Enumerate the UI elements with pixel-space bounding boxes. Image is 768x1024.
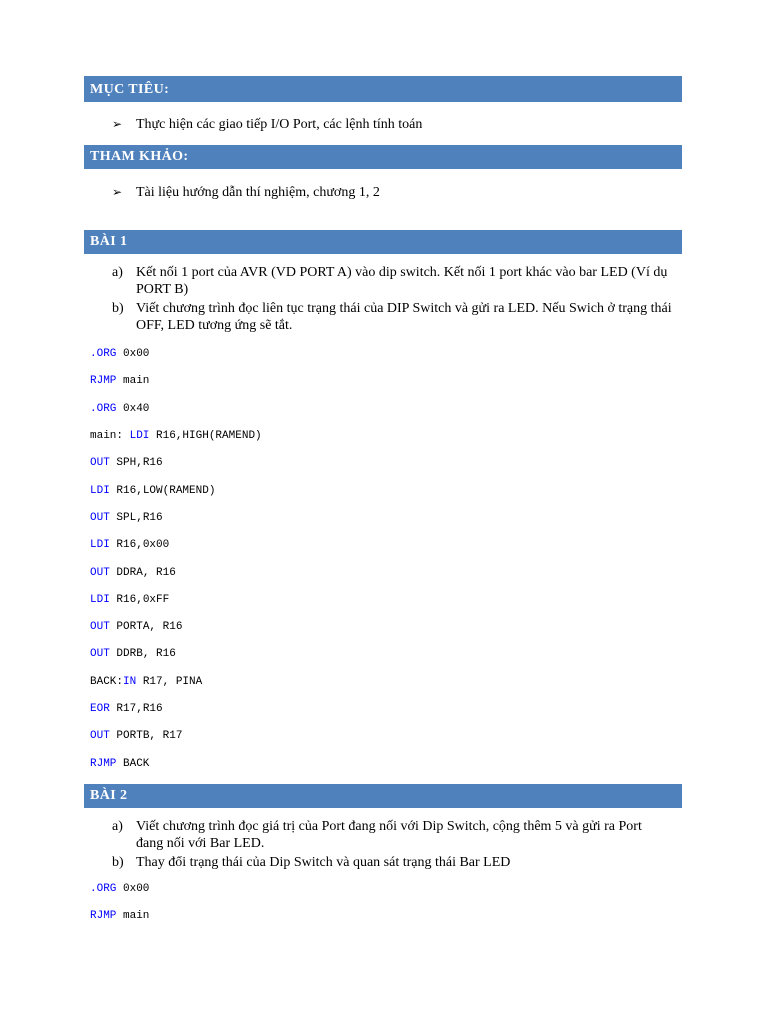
arrow-bullet-icon: ➢: [112, 185, 123, 199]
code-line: OUT SPL,R16: [90, 512, 163, 524]
code-keyword: EOR: [90, 703, 110, 715]
bullet-text: Thực hiện các giao tiếp I/O Port, các lệnh tính toán: [136, 117, 423, 132]
code-line: OUT DDRB, R16: [90, 648, 176, 660]
code-keyword: LDI: [129, 430, 150, 442]
code-line: BACK:IN R17, PINA: [90, 676, 203, 688]
list-item: [112, 300, 672, 334]
code-line: OUT PORTA, R16: [90, 621, 183, 633]
code-line: .ORG 0x40: [90, 403, 150, 415]
code-line: LDI R16,0x00: [90, 539, 170, 551]
bullet-text: Tài liệu hướng dẫn thí nghiệm, chương 1, 2: [136, 185, 380, 200]
item-label: b): [112, 301, 124, 316]
code-keyword: LDI: [90, 485, 110, 497]
code-line: OUT DDRA, R16: [90, 567, 176, 579]
code-keyword: RJMP: [90, 758, 117, 770]
code-line: .ORG 0x00: [90, 883, 150, 895]
item-label: a): [112, 265, 123, 280]
item-text: Viết chương trình đọc giá trị của Port đang nối với Dip Switch, cộng thêm 5 và gửi ra Port đang nối với Bar LED.: [136, 819, 642, 851]
list-item: [112, 818, 672, 852]
item-text: Thay đổi trạng thái của Dip Switch và quan sát trạng thái Bar LED: [136, 855, 511, 870]
section-header-bai-1: BÀI 1: [84, 230, 682, 254]
code-keyword: LDI: [90, 594, 110, 606]
code-line: RJMP BACK: [90, 758, 150, 770]
item-label: b): [112, 855, 124, 870]
code-keyword: .ORG: [90, 348, 117, 360]
code-line: main: LDI R16,HIGH(RAMEND): [90, 430, 262, 442]
item-text: Viết chương trình đọc liên tục trạng thái của DIP Switch và gửi ra LED. Nếu Swich ở trạng thái OFF, LED tương ứng sẽ tắt.: [136, 301, 672, 333]
code-keyword: OUT: [90, 567, 110, 579]
code-keyword: LDI: [90, 539, 110, 551]
item-text: Kết nối 1 port của AVR (VD PORT A) vào dip switch. Kết nối 1 port khác vào bar LED (Ví dụ PORT B): [136, 265, 668, 297]
code-keyword: OUT: [90, 648, 110, 660]
code-keyword: OUT: [90, 512, 110, 524]
code-line: RJMP main: [90, 375, 150, 387]
code-keyword: OUT: [90, 730, 110, 742]
code-line: .ORG 0x00: [90, 348, 150, 360]
section-header-bai-2: BÀI 2: [84, 784, 682, 808]
code-keyword: IN: [123, 676, 137, 688]
code-keyword: OUT: [90, 621, 110, 633]
list-item: [112, 264, 672, 298]
section-header-muc-tieu: MỤC TIÊU:: [84, 78, 682, 102]
code-line: LDI R16,LOW(RAMEND): [90, 485, 216, 497]
code-line: OUT PORTB, R17: [90, 730, 183, 742]
code-keyword: RJMP: [90, 910, 117, 922]
item-label: a): [112, 819, 123, 834]
code-line: OUT SPH,R16: [90, 457, 163, 469]
list-item: [112, 854, 672, 871]
section-header-tham-khao: THAM KHẢO:: [84, 145, 682, 169]
code-keyword: RJMP: [90, 375, 117, 387]
code-keyword: OUT: [90, 457, 110, 469]
code-keyword: .ORG: [90, 403, 117, 415]
arrow-bullet-icon: ➢: [112, 117, 123, 131]
code-keyword: .ORG: [90, 883, 117, 895]
code-line: RJMP main: [90, 910, 150, 922]
bullet-item: [112, 184, 380, 201]
code-line: EOR R17,R16: [90, 703, 163, 715]
code-line: LDI R16,0xFF: [90, 594, 170, 606]
bullet-item: [112, 116, 422, 133]
